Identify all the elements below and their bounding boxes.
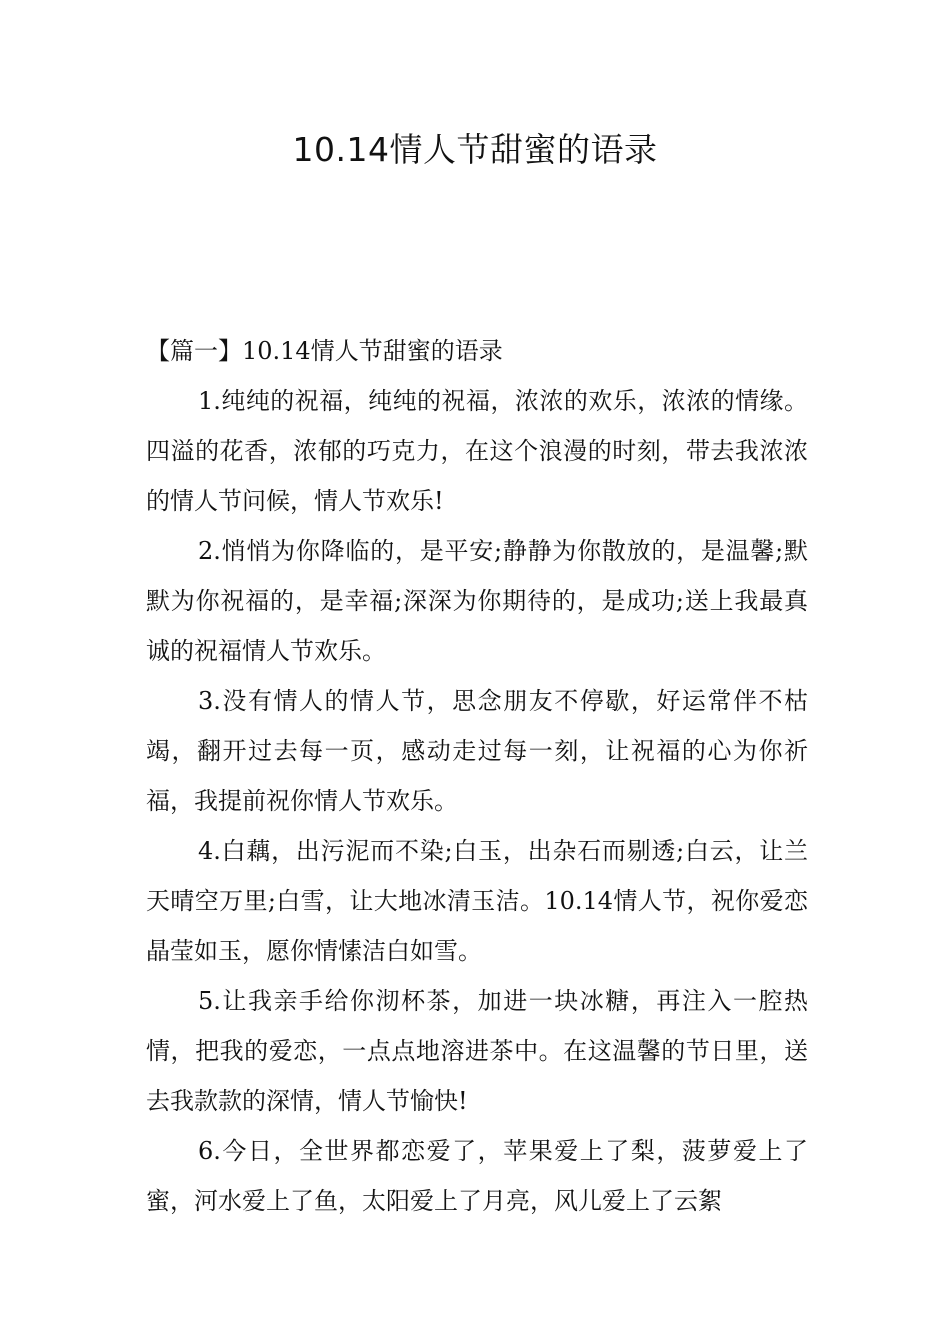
paragraph-1: 1.纯纯的祝福，纯纯的祝福，浓浓的欢乐，浓浓的情缘。四溢的花香，浓郁的巧克力，在这个浪漫的时刻，带去我浓浓的情人节问候，情人节欢乐!	[146, 387, 808, 515]
paragraph-2: 2.悄悄为你降临的，是平安;静静为你散放的，是温馨;默默为你祝福的，是幸福;深深为你期待的，是成功;送上我最真诚的祝福情人节欢乐。	[146, 537, 808, 665]
paragraph-5: 5.让我亲手给你沏杯茶，加进一块冰糖，再注入一腔热情，把我的爱恋，一点点地溶进茶中。在这温馨的节日里，送去我款款的深情，情人节愉快!	[146, 987, 808, 1115]
paragraph-6: 6.今日，全世界都恋爱了，苹果爱上了梨，菠萝爱上了蜜，河水爱上了鱼，太阳爱上了月亮，风儿爱上了云絮	[146, 1137, 808, 1215]
document-body	[146, 326, 808, 1226]
paragraph-4: 4.白藕，出污泥而不染;白玉，出杂石而剔透;白云，让兰天晴空万里;白雪，让大地冰清玉洁。10.14情人节，祝你爱恋晶莹如玉，愿你情愫洁白如雪。	[146, 837, 808, 965]
paragraph-3: 3.没有情人的情人节，思念朋友不停歇，好运常伴不枯竭，翻开过去每一页，感动走过每一刻，让祝福的心为你祈福，我提前祝你情人节欢乐。	[146, 687, 808, 815]
section-heading: 【篇一】10.14情人节甜蜜的语录	[146, 337, 503, 365]
document-title: 10.14情人节甜蜜的语录	[292, 130, 658, 169]
